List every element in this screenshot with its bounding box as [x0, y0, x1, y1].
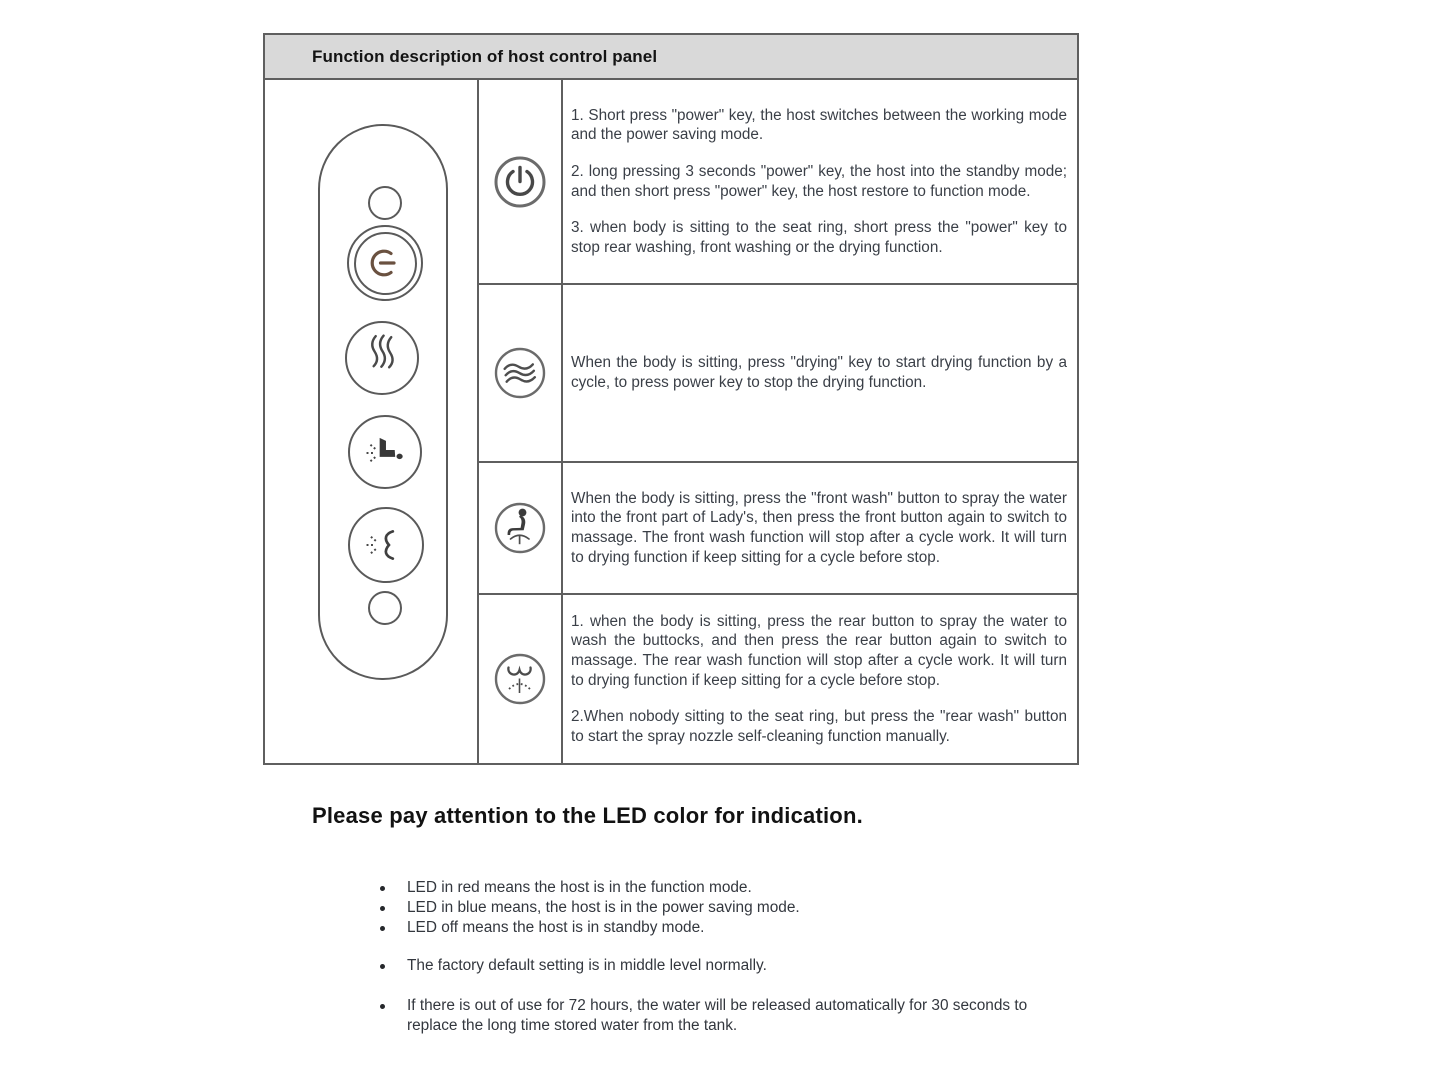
bullet-text: LED off means the host is in standby mode. [407, 919, 705, 936]
front-wash-button [348, 507, 424, 583]
rear-wash-icon-cell [479, 595, 563, 765]
bottom-circle [368, 591, 402, 625]
bullet-dot [380, 886, 385, 891]
description-paragraph: 2.When nobody sitting to the seat ring, but press the "rear wash" button to start the spray nozzle self-cleaning function manually. [571, 708, 1067, 745]
power-description [563, 80, 1077, 285]
power-icon-cell [479, 80, 563, 285]
led-bullet-list [380, 878, 1055, 1054]
drying-button [345, 321, 419, 395]
rear-wash-button [348, 415, 422, 489]
list-item [380, 898, 1055, 918]
bullet-text: LED in red means the host is in the function mode. [407, 879, 752, 896]
front-spray-icon [350, 508, 422, 582]
front-wash-icon-cell [479, 463, 563, 595]
led-indicator-circle [368, 186, 402, 220]
control-panel-drawing [265, 80, 479, 765]
bullet-text: If there is out of use for 72 hours, the water will be released automatically for 30 seconds to replace the long time stored water from the tank. [407, 997, 1028, 1034]
front-wash-icon [492, 500, 548, 556]
description-paragraph: 3. when body is sitting to the seat ring, short press the "power" key to stop rear washing, front washing or the drying function. [571, 219, 1067, 256]
bullet-text: The factory default setting is in middle level normally. [407, 957, 767, 974]
drying-icon-cell [479, 285, 563, 463]
description-paragraph: When the body is sitting, press "drying" key to start drying function by a cycle, to press power key to stop the drying function. [571, 354, 1067, 391]
list-item [380, 878, 1055, 898]
table-header [265, 35, 1077, 80]
bullet-dot [380, 964, 385, 969]
list-item [380, 956, 1055, 976]
description-paragraph: 2. long pressing 3 seconds "power" key, the host into the standby mode; and then short press "power" key, the host restore to function mode. [571, 162, 1067, 200]
bullet-text: LED in blue means, the host is in the power saving mode. [407, 899, 800, 916]
list-item [380, 996, 1055, 1036]
bullet-dot [380, 926, 385, 931]
power-button [347, 225, 423, 301]
drying-description [563, 285, 1077, 463]
bullet-group-led-colors [380, 878, 1055, 938]
bullet-dot [380, 1004, 385, 1009]
description-paragraph: 1. when the body is sitting, press the rear button to spray the water to wash the buttocks, and then press the rear button again to switch to massage. The rear wash function will stop after a cycle work. It will turn to drying function if keep sitting for a cycle before stop. [571, 612, 1067, 689]
rear-wash-icon [492, 651, 548, 707]
table-title: Function description of host control panel [312, 46, 658, 66]
seat-spray-icon [350, 416, 420, 488]
led-section-heading: Please pay attention to the LED color for indication. [312, 803, 863, 828]
power-icon [492, 154, 548, 210]
bullet-dot [380, 906, 385, 911]
power-symbol-icon [357, 235, 413, 291]
list-item [380, 918, 1055, 938]
rear-wash-description [563, 595, 1077, 765]
drying-icon [492, 345, 548, 401]
bullet-group-water-release [380, 996, 1055, 1036]
description-paragraph: 1. Short press "power" key, the host switches between the working mode and the power saving mode. [571, 106, 1067, 144]
function-table [263, 33, 1079, 765]
power-button-ring [354, 232, 417, 295]
table-body [265, 80, 1077, 765]
remote-outline [318, 124, 448, 680]
description-paragraph: When the body is sitting, press the "front wash" button to spray the water into the front part of Lady's, then press the front button again to switch to massage. The front wash function will stop after a cycle work. It will turn to drying function if keep sitting for a cycle before stop. [571, 489, 1067, 566]
drying-waves-icon [347, 322, 417, 394]
front-wash-description [563, 463, 1077, 595]
bullet-group-default-setting [380, 956, 1055, 976]
